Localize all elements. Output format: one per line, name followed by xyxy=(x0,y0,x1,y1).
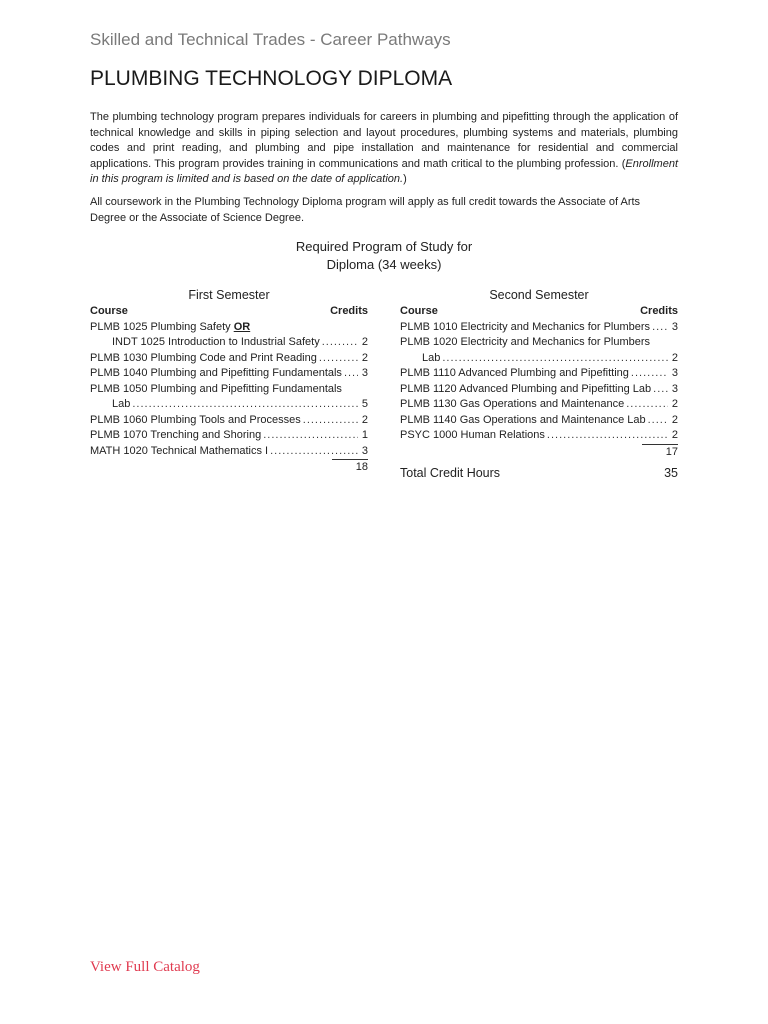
course-credits: 3 xyxy=(671,320,678,333)
column-headers xyxy=(90,304,368,320)
semester-total-value: 17 xyxy=(642,444,678,459)
course-row xyxy=(90,397,368,413)
course-name: PLMB 1120 Advanced Plumbing and Pipefitting Lab xyxy=(400,382,652,395)
course-credits: 3 xyxy=(361,367,368,379)
section-header: Skilled and Technical Trades - Career Pathways xyxy=(90,30,451,49)
course-name: PLMB 1130 Gas Operations and Maintenance xyxy=(400,398,625,410)
course-row xyxy=(90,351,368,367)
course-name: PLMB 1140 Gas Operations and Maintenance Lab xyxy=(400,413,646,426)
course-row xyxy=(90,335,368,351)
course-credits: 3 xyxy=(671,382,678,395)
course-name: PLMB 1060 Plumbing Tools and Processes xyxy=(90,413,301,426)
dot-leader xyxy=(631,366,668,382)
dot-leader xyxy=(626,397,668,413)
dot-leader xyxy=(653,382,668,398)
course-name: PLMB 1010 Electricity and Mechanics for Plumbers xyxy=(400,320,651,333)
dot-leader xyxy=(648,413,668,429)
course-name-continued: Lab xyxy=(422,351,441,364)
description-close-paren: ) xyxy=(403,173,407,186)
course-credits: 2 xyxy=(671,413,678,426)
page-title: PLUMBING TECHNOLOGY DIPLOMA xyxy=(90,67,453,90)
course-row xyxy=(400,366,678,382)
course-column-header: Course xyxy=(90,305,128,317)
column-headers xyxy=(400,304,678,320)
course-name: PLMB 1025 Plumbing Safety OR xyxy=(90,320,251,333)
dot-leader xyxy=(652,320,668,336)
semester-title: First Semester xyxy=(188,288,270,302)
course-row xyxy=(400,428,678,444)
course-name: PLMB 1040 Plumbing and Pipefitting Fundamentals xyxy=(90,367,342,379)
course-credits: 2 xyxy=(361,351,368,364)
course-name: PLMB 1050 Plumbing and Pipefitting Fundamentals xyxy=(90,382,342,395)
total-credit-hours-label: Total Credit Hours xyxy=(400,466,501,480)
dot-leader xyxy=(547,428,668,444)
course-row xyxy=(400,413,678,429)
course-name: INDT 1025 Introduction to Industrial Safety xyxy=(112,336,320,348)
course-credits: 2 xyxy=(671,351,678,364)
course-credits: 5 xyxy=(361,398,368,410)
course-name-continued: Lab xyxy=(112,398,131,410)
course-name: PSYC 1000 Human Relations xyxy=(400,429,545,441)
course-row xyxy=(90,444,368,460)
course-credits: 2 xyxy=(671,398,678,410)
course-name: PLMB 1110 Advanced Plumbing and Pipefitting xyxy=(400,367,629,379)
course-credits: 3 xyxy=(361,444,368,457)
course-name: PLMB 1030 Plumbing Code and Print Reading xyxy=(90,351,317,364)
or-label: OR xyxy=(233,320,251,333)
program-of-study-heading xyxy=(90,238,678,274)
course-row xyxy=(400,351,678,367)
dot-leader xyxy=(303,413,358,429)
program-heading-line1: Required Program of Study for xyxy=(295,239,473,254)
course-name: MATH 1020 Technical Mathematics I xyxy=(90,444,269,457)
course-row xyxy=(90,382,368,398)
program-description xyxy=(90,110,678,188)
credit-transfer-note: All coursework in the Plumbing Technology Diploma program will apply as full credit towards the Associate of Arts Degree or the Associate of Science Degree. xyxy=(90,196,641,224)
course-credits: 2 xyxy=(671,429,678,441)
course-column-header: Course xyxy=(400,305,438,317)
course-row xyxy=(400,382,678,398)
course-row xyxy=(90,366,368,382)
dot-leader xyxy=(344,366,358,382)
total-credit-hours xyxy=(400,466,678,480)
course-row xyxy=(400,320,678,336)
course-row xyxy=(400,335,678,351)
semester-total xyxy=(90,459,368,475)
course-credits: 2 xyxy=(361,336,368,348)
credits-column-header: Credits xyxy=(330,305,368,317)
course-name: PLMB 1070 Trenching and Shoring xyxy=(90,429,262,441)
enrollment-note: Enrollment in this program is limited and is based on the date of application. xyxy=(90,157,678,186)
dot-leader xyxy=(270,444,358,460)
dot-leader xyxy=(319,351,358,367)
course-row xyxy=(90,428,368,444)
course-credits: 1 xyxy=(361,429,368,441)
course-credits: 2 xyxy=(361,413,368,426)
semester-total xyxy=(400,444,678,460)
course-name: PLMB 1020 Electricity and Mechanics for Plumbers xyxy=(400,336,651,348)
course-credits: 3 xyxy=(671,367,678,379)
semester-total-value: 18 xyxy=(332,459,368,474)
dot-leader xyxy=(132,397,358,413)
total-credit-hours-value: 35 xyxy=(664,466,678,480)
course-row xyxy=(400,397,678,413)
dot-leader xyxy=(442,351,668,367)
semester-title: Second Semester xyxy=(489,288,589,302)
credits-column-header: Credits xyxy=(640,305,678,317)
first-semester-table xyxy=(90,287,368,475)
dot-leader xyxy=(263,428,358,444)
view-full-catalog-link[interactable]: View Full Catalog xyxy=(90,959,200,975)
program-heading-line2: Diploma (34 weeks) xyxy=(326,257,442,272)
second-semester-table xyxy=(400,287,678,480)
dot-leader xyxy=(322,335,358,351)
course-row xyxy=(90,413,368,429)
description-text: The plumbing technology program prepares individuals for careers in plumbing and pipefitting through the application of technical knowledge and skills in piping selection and layout procedures, plumbing systems and materials, plumbing codes and print reading, and plumbing and pipe installation and maintenance for residential and commercial applications. This program provides training in communications and math critical to the plumbing profession. ( xyxy=(90,111,678,170)
course-row xyxy=(90,320,368,336)
